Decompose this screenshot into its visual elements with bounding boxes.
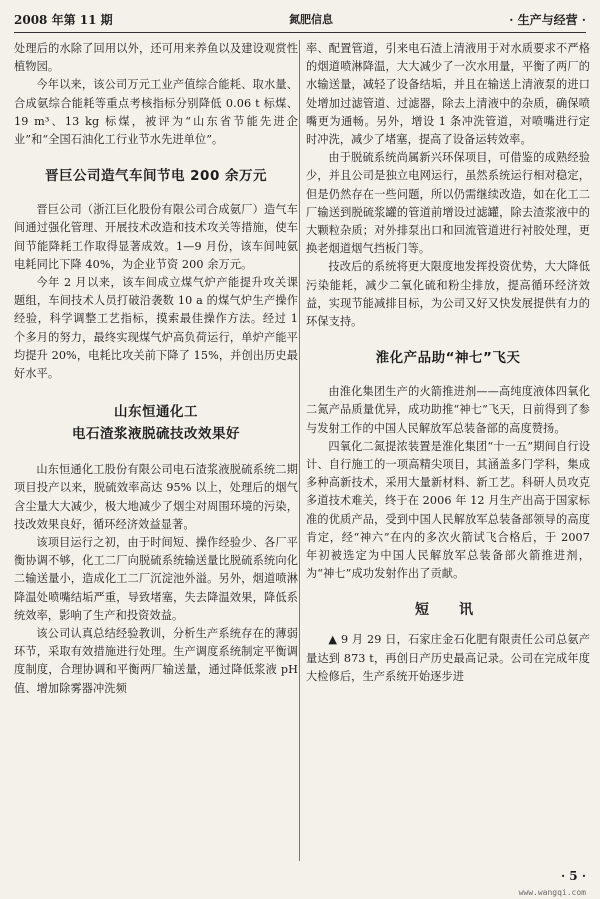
page-number: · 5 · bbox=[560, 869, 586, 883]
journal-name: 氮肥信息 bbox=[288, 13, 333, 26]
column-divider bbox=[299, 40, 300, 861]
paragraph: ▲ 9 月 29 日，石家庄金石化肥有限责任公司总氨产量达到 873 t，再创日产历史最高记录。公司在完成年度大检修后，生产系统开始逐步进 bbox=[306, 633, 590, 683]
article-title-line: 电石渣浆液脱硫技改效果好 bbox=[72, 426, 240, 443]
article-title-line: 山东恒通化工 bbox=[114, 404, 198, 421]
paragraph: 今年以来，该公司万元工业产值综合能耗、取水量、合成氨综合能耗等重点考核指标分别降低 0.06 t 标煤、19 m³、13 kg 标煤，被评为“山东省节能先进企业”和“全国石油化工行业节水先进单位”。 bbox=[14, 78, 298, 147]
paragraph: 四氧化二氮提浓装置是淮化集团“十一五”期间自行设计、自行施工的一项高精尖项目，其涵盖多门学科，集成多种高新技术，采用大量新材料、新工艺。科研人员攻克多道技术难关，终于在 2006 年 12 月生产出高于国家标准的优质产品，受到中国人民解放军总装备部领导的高度肯定，经“神六”在内的多次火箭试飞合格后，于 2007 年初被选定为中国人民解放军总装备部火箭推进剂，为“神七”成功发射作出了贡献。 bbox=[306, 439, 590, 581]
section-label: · 生产与经营 · bbox=[509, 12, 586, 27]
paragraph: 今年 2 月以来，该车间成立煤气炉产能提升攻关课题组，车间技术人员打破沿袭数 10 a 的煤气炉生产操作经验，科学调整工艺指标，摸索最佳操作方法。经过 1 个多月的努力，最终实现煤气炉高负荷运行，单炉产能平均提升 20%，电耗比攻关前下降了 15%，并创出历史最好水平。 bbox=[14, 276, 298, 381]
paragraph: 由淮化集团生产的火箭推进剂——高纯度液体四氧化二氮产品质量优异，成功助推“神七”飞天，日前得到了参与发射工作的中国人民解放军总装备部的高度赞扬。 bbox=[306, 385, 590, 435]
paragraph: 该公司认真总结经验教训，分析生产系统存在的薄弱环节，采取有效措施进行处理。生产调度系统制定平衡调度制度，合理协调和平衡两厂输送量，通过降低浆液 pH 值、增加除雾器冲洗频 bbox=[14, 627, 298, 695]
paragraph: 山东恒通化工股份有限公司电石渣浆液脱硫系统二期项目投产以来，脱硫效率高达 95% 以上，处理后的烟气含尘量大大减少，极大地减少了烟尘对周围环境的污染，技改效果良好，循环经济效益显著。 bbox=[14, 463, 298, 531]
page-header bbox=[14, 6, 586, 33]
paragraph: 由于脱硫系统尚属新兴环保项目，可借鉴的成熟经验少，并且公司是独立电网运行，虽然系统运行相对稳定，但是仍然存在一些问题，所以仍需继续改造，如在化工二厂输送到脱硫浆罐的管道前增设过滤罐，除去渣浆液中的大颗粒杂质；对外排泵出口和回流管道进行衬胶处理，更换老烟道烟气挡板门等。 bbox=[306, 151, 590, 256]
paragraph: 率、配置管道，引来电石渣上清液用于对水质要求不严格的烟道喷淋降温，大大减少了一次水用量，平衡了两厂的水输送量，减轻了设备结垢，并且在输送上清液泵的进口处增加过滤管道、过滤器，除去上清液中的杂质，确保喷嘴更为通畅。另外，增设 1 条冲洗管道，对喷嘴进行定时冲洗，减少了堵塞，提高了设备运转效率。 bbox=[306, 42, 590, 147]
section-title: 短 讯 bbox=[415, 602, 481, 619]
left-column bbox=[14, 40, 298, 859]
paragraph: 技改后的系统将更大限度地发挥投资优势，大大降低污染能耗，减少二氧化硫和粉尘排放，提高循环经济效益，实现节能减排目标，为公司又好又快发展提供有力的环保支持。 bbox=[306, 260, 590, 329]
paragraph: 晋巨公司（浙江巨化股份有限公司合成氨厂）造气车间通过强化管理、开展技术改造和技术攻关等措施，使车间节能降耗工作取得显著成效。1—9 月份，该车间吨氨电耗同比下降 40%，为企业节资 200 余万元。 bbox=[14, 203, 298, 271]
issue-label: 2008 年第 11 期 bbox=[14, 12, 113, 27]
article-title bbox=[14, 401, 298, 445]
paragraph: 处理后的水除了回用以外，还可用来养鱼以及建设观赏性植物园。 bbox=[14, 42, 298, 74]
paragraph: 该项目运行之初，由于时间短、操作经验少、各厂平衡协调不够，化工二厂向脱硫系统输送量比脱硫系统向化二输送量小，造成化工二厂沉淀池外溢。另外，烟道喷淋降温处喷嘴结垢严重，导致堵塞，失去降温效果，降低系统效率，影响了生产和投资效益。 bbox=[14, 536, 298, 622]
watermark: www.wangqi.com bbox=[518, 888, 586, 897]
right-column bbox=[306, 40, 590, 859]
article-title: 晋巨公司造气车间节电 200 余万元 bbox=[44, 168, 268, 185]
article-title: 淮化产品助“神七”飞天 bbox=[375, 350, 521, 367]
